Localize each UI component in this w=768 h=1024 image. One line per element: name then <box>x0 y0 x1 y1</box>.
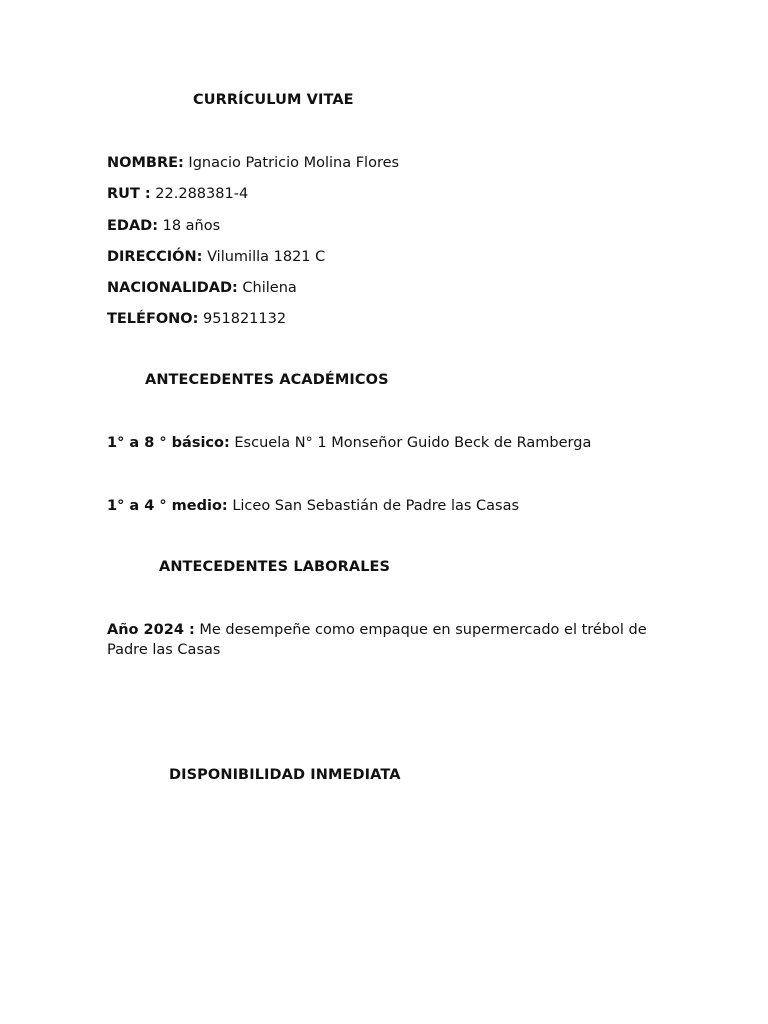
field-phone-value: 951821132 <box>203 311 287 327</box>
field-phone <box>107 309 286 329</box>
work-item-2024 <box>107 620 667 660</box>
academic-item-secondary-value: Liceo San Sebastián de Padre las Casas <box>232 498 520 514</box>
academic-item-basic-value: Escuela N° 1 Monseñor Guido Beck de Ramberga <box>234 435 592 451</box>
field-name-label: NOMBRE: <box>107 155 184 171</box>
work-item-2024-value: Me desempeñe como empaque en supermercado el trébol de Padre las Casas <box>107 622 647 658</box>
academic-item-basic-label: 1° a 8 ° básico: <box>107 435 230 451</box>
academic-item-basic <box>107 433 591 453</box>
field-age <box>107 216 220 236</box>
field-phone-label: TELÉFONO: <box>107 311 199 327</box>
field-rut-value: 22.288381-4 <box>155 186 249 202</box>
academic-item-secondary <box>107 496 519 516</box>
field-rut-label: RUT : <box>107 186 151 202</box>
field-name <box>107 153 399 173</box>
document-title: CURRÍCULUM VITAE <box>193 92 354 108</box>
field-rut <box>107 184 248 204</box>
work-heading: ANTECEDENTES LABORALES <box>159 559 391 575</box>
field-age-value: 18 años <box>162 218 221 234</box>
academic-item-secondary-label: 1° a 4 ° medio: <box>107 498 228 514</box>
work-item-2024-label: Año 2024 : <box>107 622 195 638</box>
field-address-label: DIRECCIÓN: <box>107 249 203 265</box>
field-address <box>107 247 325 267</box>
field-address-value: Vilumilla 1821 C <box>207 249 326 265</box>
field-name-value: Ignacio Patricio Molina Flores <box>188 155 400 171</box>
field-age-label: EDAD: <box>107 218 158 234</box>
field-nationality <box>107 278 297 298</box>
field-nationality-label: NACIONALIDAD: <box>107 280 238 296</box>
academic-heading: ANTECEDENTES ACADÉMICOS <box>145 372 389 388</box>
availability-heading: DISPONIBILIDAD INMEDIATA <box>169 767 401 783</box>
field-nationality-value: Chilena <box>242 280 297 296</box>
